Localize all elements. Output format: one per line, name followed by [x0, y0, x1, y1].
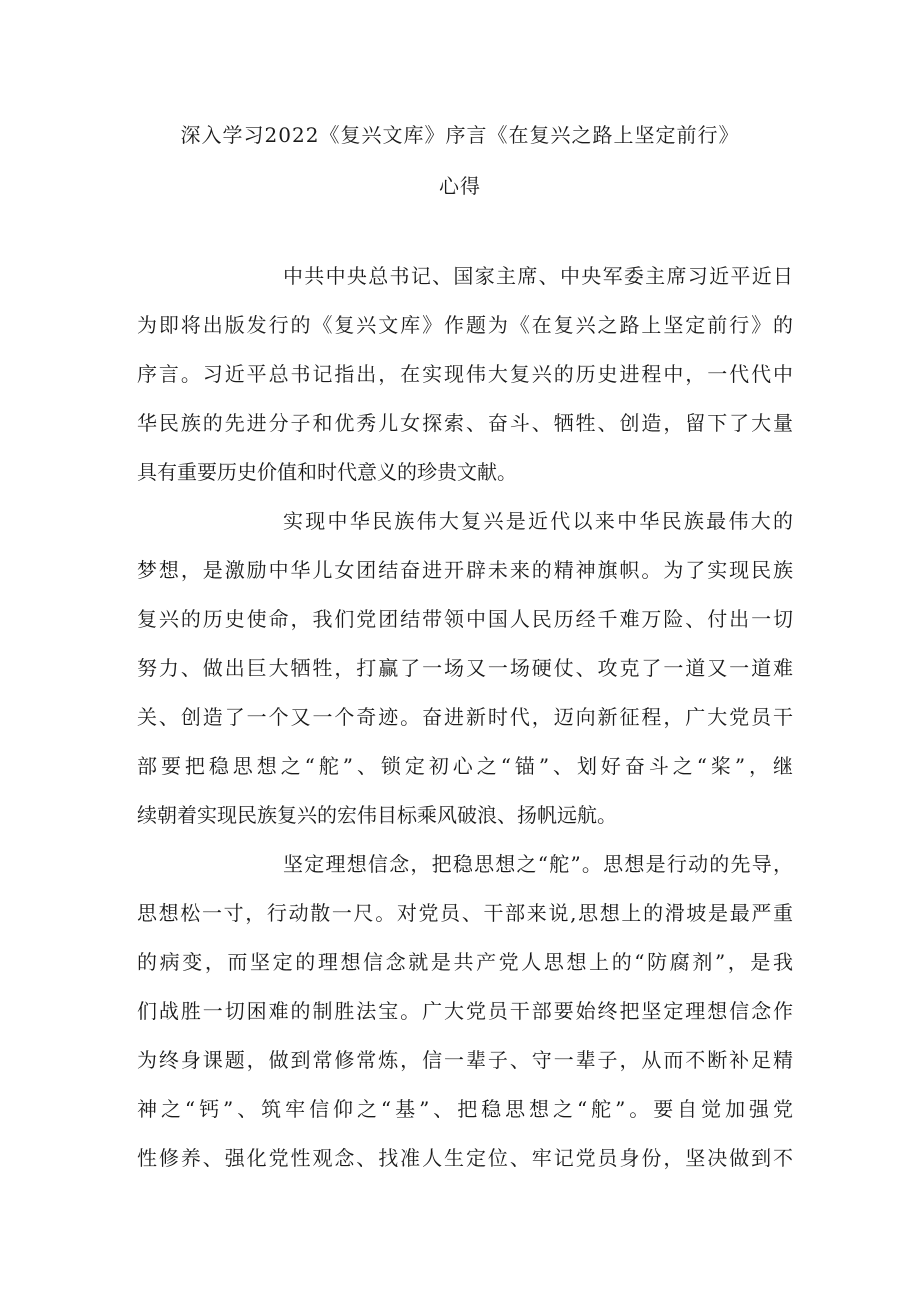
paragraph-line: 坚定理想信念，把稳思想之“舵”。思想是行动的先导， [283, 852, 793, 876]
paragraph-line: 华民族的先进分子和优秀儿女探索、奋斗、牺牲、创造，留下了大量 [137, 411, 793, 435]
paragraph-line: 的病变，而坚定的理想信念就是共产党人思想上的“防腐剂”，是我 [137, 950, 793, 974]
paragraph-line: 努力、做出巨大牺牲，打赢了一场又一场硬仗、攻克了一道又一道难 [137, 656, 793, 680]
paragraph-line: 性修养、强化党性观念、找准人生定位、牢记党员身份，坚决做到不 [137, 1146, 793, 1170]
paragraph-line: 序言。习近平总书记指出，在实现伟大复兴的历史进程中，一代代中 [137, 362, 793, 386]
paragraph-line: 中共中央总书记、国家主席、中央军委主席习近平近日 [283, 264, 793, 288]
paragraph-line: 神之“钙”、筑牢信仰之“基”、把稳思想之“舵”。要自觉加强党 [137, 1097, 793, 1121]
document-title: 深入学习2022《复兴文库》序言《在复兴之路上坚定前行》 [180, 123, 740, 147]
paragraph-line: 思想松一寸，行动散一尺。对党员、干部来说,思想上的滑坡是最严重 [137, 901, 793, 925]
paragraph-line: 为即将出版发行的《复兴文库》作题为《在复兴之路上坚定前行》的 [137, 313, 793, 337]
paragraph-line: 关、创造了一个又一个奇迹。奋进新时代，迈向新征程，广大党员干 [137, 705, 793, 729]
paragraph-line: 具有重要历史价值和时代意义的珍贵文献。 [137, 460, 517, 484]
paragraph-line: 复兴的历史使命，我们党团结带领中国人民历经千难万险、付出一切 [137, 607, 793, 631]
document-title-continued: 心得 [439, 174, 481, 198]
paragraph-line: 们战胜一切困难的制胜法宝。广大党员干部要始终把坚定理想信念作 [137, 999, 793, 1023]
paragraph-line: 部要把稳思想之“舵”、锁定初心之“锚”、划好奋斗之“桨”，继 [137, 754, 793, 778]
paragraph-line: 梦想，是激励中华儿女团结奋进开辟未来的精神旗帜。为了实现民族 [137, 558, 793, 582]
paragraph-line: 续朝着实现民族复兴的宏伟目标乘风破浪、扬帆远航。 [137, 803, 617, 827]
paragraph-line: 实现中华民族伟大复兴是近代以来中华民族最伟大的 [283, 509, 793, 533]
paragraph-line: 为终身课题，做到常修常炼，信一辈子、守一辈子，从而不断补足精 [137, 1048, 793, 1072]
